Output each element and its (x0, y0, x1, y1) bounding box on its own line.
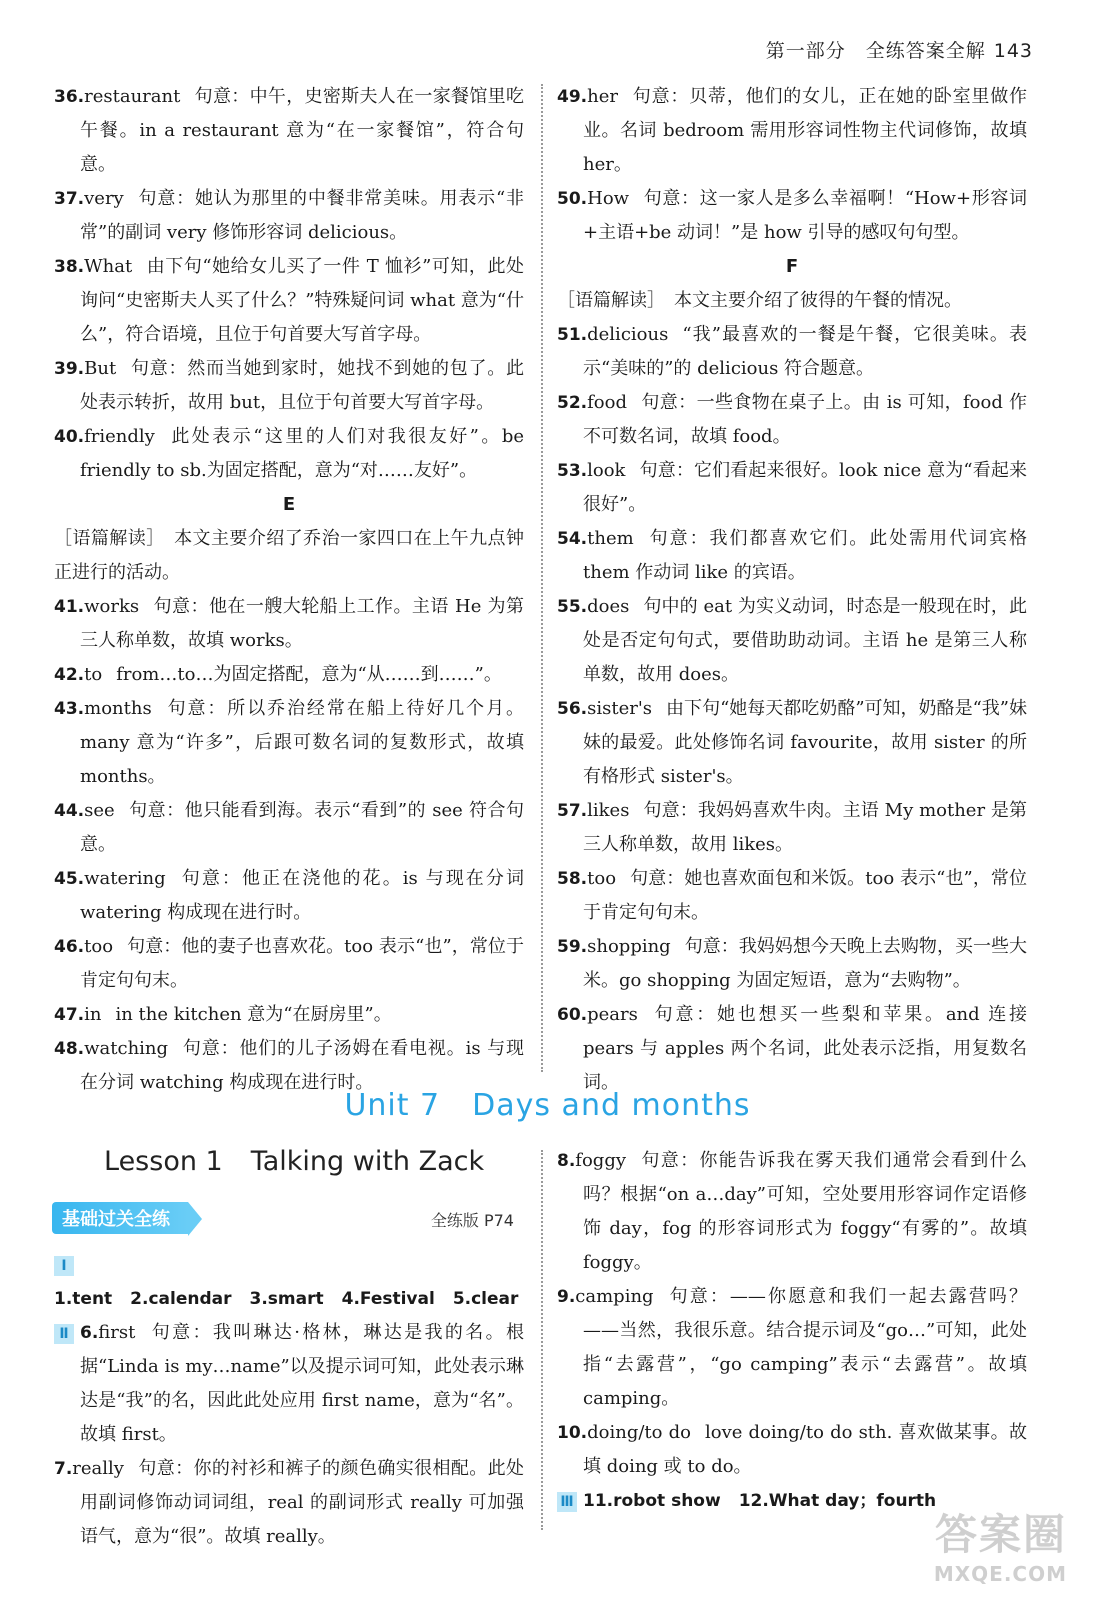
answer: them (587, 528, 634, 549)
answer: really (72, 1458, 124, 1479)
answer-item: 9.camping 句意：——你愿意和我们一起去露营吗？——当然，我很乐意。结合提示词及“go…”可知，此处指“去露营”，“go camping”表示“去露营”。故填 camping。 (557, 1286, 1027, 1409)
answer-item: 52.food 句意：一些食物在桌子上。由 is 可知，food 作不可数名词，故填 food。 (557, 392, 1027, 447)
answer-item: 56.sister's 由下句“她每天都吃奶酪”可知，奶酪是“我”妹妹的最爱。此处修饰名词 favourite，故用 sister 的所有格形式 sister's。 (557, 698, 1027, 787)
answer-item: 47.in in the kitchen 意为“在厨房里”。 (54, 1004, 392, 1025)
explanation: 句意：它们看起来很好。look nice 意为“看起来很好”。 (583, 460, 1027, 515)
answer: pears (587, 1004, 638, 1025)
answer: shopping (587, 936, 671, 957)
answer-item: 42.to from…to…为固定搭配，意为“从……到……”。 (54, 664, 502, 685)
answer-item: 45.watering 句意：他正在浇他的花。is 与现在分词 watering 构成现在进行时。 (54, 868, 524, 923)
answer-item: 60.pears 句意：她也想买一些梨和苹果。and 连接 pears 与 apples 两个名词，此处表示泛指，用复数名词。 (557, 1004, 1027, 1093)
answer: in (84, 1004, 102, 1025)
answer: does (587, 596, 630, 617)
exercise-banner: 基础过关全练 (52, 1202, 188, 1234)
unit-title (0, 1088, 1095, 1123)
page-header (766, 36, 1033, 63)
left-column (54, 80, 524, 1100)
explanation: love doing/to do sth. 喜欢做某事。故填 doing 或 to do。 (583, 1422, 1028, 1477)
section-label-f: F (785, 256, 799, 277)
answer-item: 58.too 句意：她也喜欢面包和米饭。too 表示“也”，常位于肯定句句末。 (557, 868, 1027, 923)
lower-left-column (54, 1248, 524, 1554)
explanation: 句意：他正在浇他的花。is 与现在分词 watering 构成现在进行时。 (80, 868, 524, 923)
explanation: 句意：贝蒂，他们的女儿，正在她的卧室里做作业。名词 bedroom 需用形容词性物主代词修饰，故填 her。 (583, 86, 1027, 175)
answer: works (84, 596, 140, 617)
lesson-label: Lesson 1 (104, 1146, 223, 1177)
explanation: 句意：我叫琳达·格林，琳达是我的名。根据“Linda is my…name”以及提示词可知，此处表示琳达是“我”的名，因此此处应用 first name，意为“名”。故填 first。 (80, 1322, 524, 1445)
answer-item: 40.friendly 此处表示“这里的人们对我很友好”。be friendly to sb.为固定搭配，意为“对……友好”。 (54, 426, 524, 481)
watermark-url: MXQE.COM (933, 1562, 1067, 1586)
answer: foggy (575, 1150, 627, 1171)
lesson-name: Talking with Zack (250, 1146, 485, 1177)
lesson-title (104, 1146, 484, 1177)
answer: too (84, 936, 114, 957)
answer: friendly (84, 426, 155, 447)
right-column (557, 80, 1027, 1100)
answer: food (587, 392, 627, 413)
answer-item: 50.How 句意：这一家人是多么幸福啊！“How+形容词+主语+be 动词！”是 how 引导的感叹句句型。 (557, 188, 1027, 243)
explanation: 句意：我妈妈喜欢牛肉。主语 My mother 是第三人称单数，故用 likes。 (583, 800, 1027, 855)
answer-item: 51.delicious “我”最喜欢的一餐是午餐，它很美味。表示“美味的”的 delicious 符合题意。 (557, 324, 1027, 379)
explanation: 句意：我妈妈想今天晚上去购物，买一些大米。go shopping 为固定短语，意为“去购物”。 (583, 936, 1027, 991)
answer: What (84, 256, 133, 277)
explanation: 句意：她也想买一些梨和苹果。and 连接 pears 与 apples 两个名词，此处表示泛指，用复数名词。 (583, 1004, 1027, 1093)
answer-item: 53.look 句意：它们看起来很好。look nice 意为“看起来很好”。 (557, 460, 1027, 515)
answer-item: Ⅱ 6.first 句意：我叫琳达·格林，琳达是我的名。根据“Linda is my…name”以及提示词可知，此处表示琳达是“我”的名，因此此处应用 first name，意为“名”。故填 first。 (54, 1316, 524, 1452)
answer-item: 39.But 句意：然而当她到家时，她找不到她的包了。此处表示转折，故用 but，且位于句首要大写首字母。 (54, 358, 524, 413)
answer: to (84, 664, 103, 685)
explanation: 此处表示“这里的人们对我很友好”。be friendly to sb.为固定搭配，意为“对……友好”。 (80, 426, 524, 481)
exercise-banner-row (52, 1202, 522, 1238)
answer-item: 43.months 句意：所以乔治经常在船上待好几个月。many 意为“许多”，后跟可数名词的复数形式，故填 months。 (54, 698, 524, 787)
answer-item: 10.doing/to do love doing/to do sth. 喜欢做某事。故填 doing 或 to do。 (557, 1422, 1028, 1477)
answer-item: 54.them 句意：我们都喜欢它们。此处需用代词宾格 them 作动词 like 的宾语。 (557, 528, 1027, 583)
explanation: 由下句“她给女儿买了一件 T 恤衫”可知，此处询问“史密斯夫人买了什么？”特殊疑问词 what 意为“什么”，符合语境，且位于句首要大写首字母。 (80, 256, 525, 345)
section-intro-f: ［语篇解读］ 本文主要介绍了彼得的午餐的情况。 (557, 290, 962, 311)
explanation: 句意：她认为那里的中餐非常美味。用表示“非常”的副词 very 修饰形容词 delicious。 (80, 188, 524, 243)
answer: first (98, 1322, 136, 1343)
explanation: 句意：——你愿意和我们一起去露营吗？——当然，我很乐意。结合提示词及“go…”可知，此处指“去露营”，“go camping”表示“去露营”。故填 camping。 (583, 1286, 1027, 1409)
answer-item: 57.likes 句意：我妈妈喜欢牛肉。主语 My mother 是第三人称单数，故用 likes。 (557, 800, 1027, 855)
answer: sister's (587, 698, 653, 719)
answer: likes (587, 800, 630, 821)
answer: watching (84, 1038, 169, 1059)
part-i-marker: Ⅰ (54, 1256, 74, 1276)
explanation: 句意：你的衬衫和裤子的颜色确实很相配。此处用副词修饰动词词组，real 的副词形式 really 可加强语气，意为“很”。故填 really。 (80, 1458, 524, 1547)
column-divider-lower (541, 1150, 543, 1530)
explanation: 句中的 eat 为实义动词，时态是一般现在时，此处是否定句句式，要借助助动词。主语 he 是第三人称单数，故用 does。 (583, 596, 1027, 685)
section-label-e: E (282, 494, 296, 515)
unit-label: Unit 7 (344, 1088, 441, 1123)
answer-item: 38.What 由下句“她给女儿买了一件 T 恤衫”可知，此处询问“史密斯夫人买了什么？”特殊疑问词 what 意为“什么”，符合语境，且位于句首要大写首字母。 (54, 256, 525, 345)
answer: delicious (587, 324, 669, 345)
answer-item: 41.works 句意：他在一艘大轮船上工作。主语 He 为第三人称单数，故填 works。 (54, 596, 524, 651)
answer: see (84, 800, 115, 821)
answer: look (587, 460, 626, 481)
answer: doing/to do (587, 1422, 691, 1443)
answer: too (587, 868, 617, 889)
answer-item: 36.restaurant 句意：中午，史密斯夫人在一家餐馆里吃午餐。in a restaurant 意为“在一家餐馆”，符合句意。 (54, 86, 524, 175)
unit-name: Days and months (472, 1088, 751, 1123)
part-iii-marker: Ⅲ (557, 1492, 577, 1512)
section-intro-e: ［语篇解读］ 本文主要介绍了乔治一家四口在上午九点钟正进行的活动。 (54, 528, 524, 583)
column-divider (541, 84, 543, 1072)
answer-item: 8.foggy 句意：你能告诉我在雾天我们通常会看到什么吗？根据“on a…day”可知，空处要用形容词作定语修饰 day，fog 的形容词形式为 foggy“有雾的”。故填 foggy。 (557, 1150, 1027, 1273)
answer-item: 49.her 句意：贝蒂，他们的女儿，正在她的卧室里做作业。名词 bedroom 需用形容词性物主代词修饰，故填 her。 (557, 86, 1027, 175)
answer-item: 55.does 句中的 eat 为实义动词，时态是一般现在时，此处是否定句句式，要借助助动词。主语 he 是第三人称单数，故用 does。 (557, 596, 1027, 685)
explanation: from…to…为固定搭配，意为“从……到……”。 (116, 664, 502, 685)
answer: restaurant (84, 86, 181, 107)
explanation: 句意：然而当她到家时，她找不到她的包了。此处表示转折，故用 but，且位于句首要大写首字母。 (80, 358, 524, 413)
watermark-logo: 答案圈 (934, 1510, 1067, 1559)
header-title: 第一部分 全练答案全解 (765, 40, 986, 62)
part-i-answers: Ⅰ1.tent 2.calendar 3.smart 4.Festival 5.clear (54, 1258, 519, 1309)
explanation: 句意：这一家人是多么幸福啊！“How+形容词+主语+be 动词！”是 how 引导的感叹句句型。 (583, 188, 1027, 243)
answer: months (84, 698, 152, 719)
answer: her (587, 86, 618, 107)
explanation: 句意：他只能看到海。表示“看到”的 see 符合句意。 (80, 800, 524, 855)
explanation: 由下句“她每天都吃奶酪”可知，奶酪是“我”妹妹的最爱。此处修饰名词 favourite，故用 sister 的所有格形式 sister's。 (583, 698, 1027, 787)
explanation: 句意：他的妻子也喜欢花。too 表示“也”，常位于肯定句句末。 (80, 936, 524, 991)
explanation: 句意：一些食物在桌子上。由 is 可知，food 作不可数名词，故填 food。 (583, 392, 1027, 447)
explanation: “我”最喜欢的一餐是午餐，它很美味。表示“美味的”的 delicious 符合题意。 (583, 324, 1027, 379)
answer: How (587, 188, 630, 209)
edition-reference: 全练版 P74 (430, 1211, 514, 1230)
explanation: 句意：中午，史密斯夫人在一家餐馆里吃午餐。in a restaurant 意为“在一家餐馆”，符合句意。 (80, 86, 524, 175)
answer-item: 37.very 句意：她认为那里的中餐非常美味。用表示“非常”的副词 very 修饰形容词 delicious。 (54, 188, 524, 243)
page-number: 143 (993, 40, 1033, 62)
explanation: 句意：我们都喜欢它们。此处需用代词宾格 them 作动词 like 的宾语。 (583, 528, 1027, 583)
explanation: 句意：她也喜欢面包和米饭。too 表示“也”，常位于肯定句句末。 (583, 868, 1027, 923)
answer: very (84, 188, 124, 209)
answer: But (84, 358, 117, 379)
explanation: 句意：你能告诉我在雾天我们通常会看到什么吗？根据“on a…day”可知，空处要用形容词作定语修饰 day，fog 的形容词形式为 foggy“有雾的”。故填 foggy。 (583, 1150, 1027, 1273)
answer-item: 7.really 句意：你的衬衫和裤子的颜色确实很相配。此处用副词修饰动词词组，real 的副词形式 really 可加强语气，意为“很”。故填 really。 (54, 1458, 524, 1547)
explanation: 句意：所以乔治经常在船上待好几个月。many 意为“许多”，后跟可数名词的复数形式，故填 months。 (80, 698, 524, 787)
answer: camping (575, 1286, 654, 1307)
explanation: in the kitchen 意为“在厨房里”。 (115, 1004, 392, 1025)
watermark (934, 1502, 1067, 1586)
explanation: 句意：他们的儿子汤姆在看电视。is 与现在分词 watching 构成现在进行时。 (80, 1038, 524, 1093)
answer-item: 59.shopping 句意：我妈妈想今天晚上去购物，买一些大米。go shopping 为固定短语，意为“去购物”。 (557, 936, 1027, 991)
explanation: 句意：他在一艘大轮船上工作。主语 He 为第三人称单数，故填 works。 (80, 596, 524, 651)
part-ii-marker: Ⅱ (54, 1324, 74, 1344)
lower-right-column (557, 1144, 1027, 1518)
answer-item: 44.see 句意：他只能看到海。表示“看到”的 see 符合句意。 (54, 800, 524, 855)
answer: watering (84, 868, 166, 889)
answer-item: 48.watching 句意：他们的儿子汤姆在看电视。is 与现在分词 watching 构成现在进行时。 (54, 1038, 524, 1093)
answer-item: 46.too 句意：他的妻子也喜欢花。too 表示“也”，常位于肯定句句末。 (54, 936, 524, 991)
part-iii-answers: Ⅲ 11.robot show 12.What day；fourth (557, 1484, 1027, 1518)
